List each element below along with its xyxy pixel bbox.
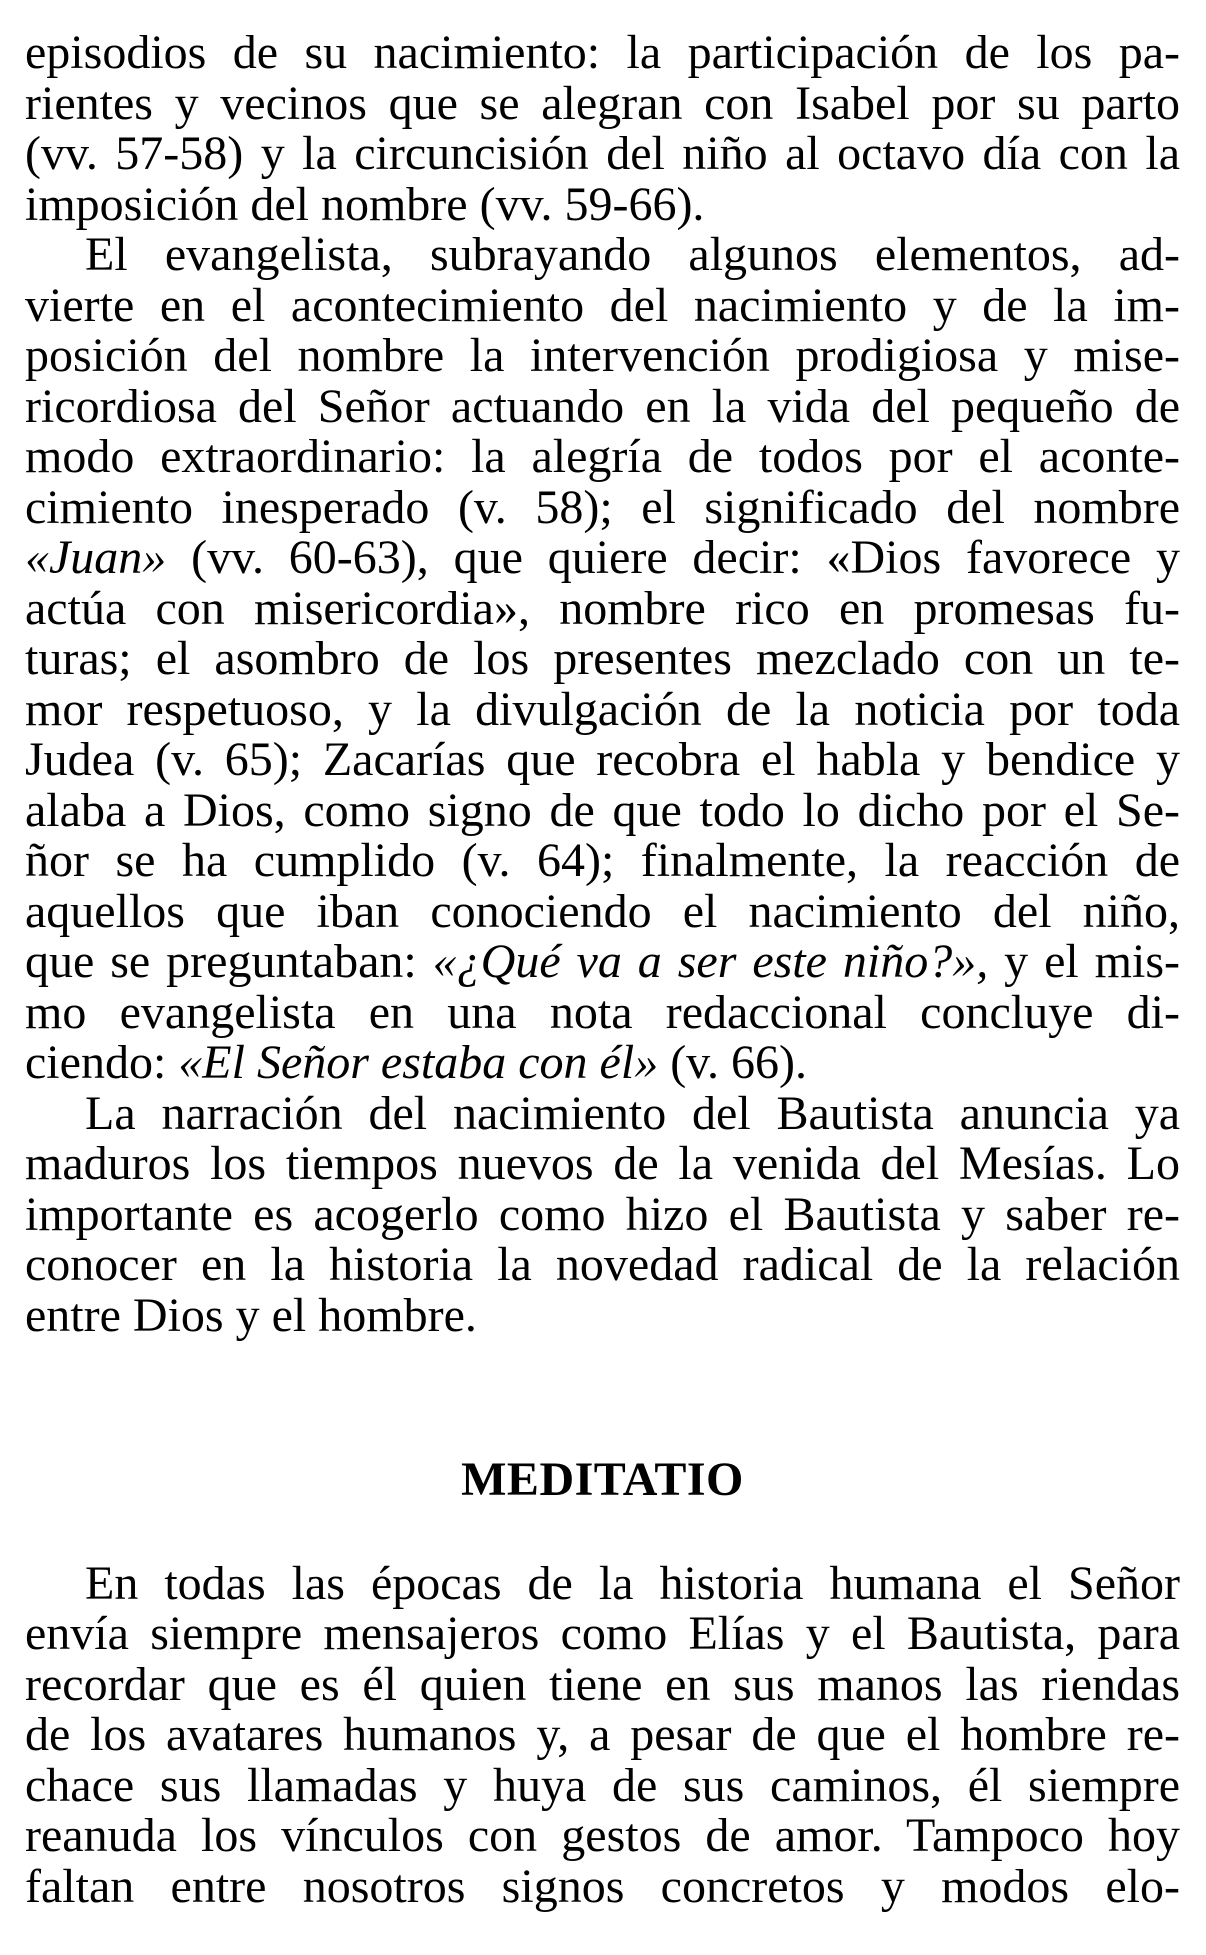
text-segment: maduros los tiempos nuevos de la venida del Mesías. Lo (25, 1137, 1180, 1190)
text-line (25, 432, 1180, 483)
text-line (25, 1811, 1180, 1862)
text-line (25, 28, 1180, 79)
text-segment: ciendo: (25, 1036, 179, 1089)
text-segment: turas; el asombro de los presentes mezclado con un te- (25, 632, 1180, 685)
text-line (25, 533, 1180, 584)
text-line (25, 129, 1180, 180)
text-segment: (v. 66). (658, 1036, 808, 1089)
text-line (25, 1240, 1180, 1291)
text-segment: modo extraordinario: la alegría de todos por el aconte- (25, 430, 1180, 483)
paragraph (25, 1556, 1180, 1913)
text-segment: que se preguntaban: (25, 935, 433, 988)
text-line (25, 1288, 1180, 1342)
text-line (25, 1657, 1180, 1711)
text-line (25, 836, 1180, 887)
text-segment: reanuda los vínculos con gestos de amor. Tampoco hoy (25, 1809, 1180, 1862)
text-segment: (vv. 60-63), que quiere decir: «Dios favorece y (166, 531, 1180, 584)
text-segment: actúa con misericordia», nombre rico en promesas fu- (25, 581, 1180, 635)
text-line (25, 331, 1180, 382)
text-segment: En todas las épocas de la historia humana el Señor (85, 1556, 1180, 1610)
text-segment: (vv. 57-58) y la circuncisión del niño al octavo día con la (25, 127, 1180, 180)
text-segment: chace sus llamadas y huya de sus caminos, él siempre (25, 1758, 1180, 1812)
text-line (25, 76, 1180, 130)
text-segment: importante es acogerlo como hizo el Bautista y saber re- (25, 1187, 1180, 1241)
text-line (25, 379, 1180, 433)
text-line (25, 278, 1180, 332)
text-line (25, 1758, 1180, 1812)
text-segment: mor respetuoso, y la divulgación de la noticia por toda (25, 682, 1180, 736)
text-segment: conocer en la historia la novedad radical de la relación (25, 1238, 1180, 1291)
italic-quote: «¿Qué va a ser este niño?», (432, 935, 989, 988)
paragraph (25, 1086, 1180, 1342)
text-segment: posición del nombre la intervención prodigiosa y mise- (25, 329, 1180, 382)
text-line (25, 1086, 1180, 1140)
text-segment: faltan entre nosotros signos concretos y modos elo- (25, 1859, 1180, 1913)
text-line (25, 1710, 1180, 1761)
text-segment: aquellos que iban conociendo el nacimiento del niño, (25, 884, 1180, 938)
text-line (25, 480, 1180, 534)
text-segment: y el mis- (988, 935, 1180, 988)
text-line (25, 230, 1180, 281)
text-segment: cimiento inesperado (v. 58); el significado del nombre (25, 480, 1180, 534)
text-line (25, 1609, 1180, 1660)
section-heading: MEDITATIO (461, 1453, 744, 1506)
text-segment: La narración del nacimiento del Bautista anuncia ya (85, 1086, 1180, 1140)
paragraph (25, 28, 1180, 230)
paragraph (25, 230, 1180, 1089)
text-line (25, 985, 1180, 1039)
italic-quote: «El Señor estaba con él» (178, 1036, 659, 1089)
text-segment: envía siempre mensajeros como Elías y el Bautista, para (25, 1607, 1180, 1660)
text-line (25, 1187, 1180, 1241)
text-segment: de los avatares humanos y, a pesar de que el hombre re- (25, 1708, 1180, 1761)
text-line (25, 937, 1180, 988)
text-line (25, 783, 1180, 837)
text-line (25, 884, 1180, 938)
text-line (25, 177, 1180, 231)
text-segment: ricordiosa del Señor actuando en la vida del pequeño de (25, 379, 1180, 433)
text-line (25, 682, 1180, 736)
text-segment: El evangelista, subrayando algunos elementos, ad- (85, 228, 1180, 281)
text-segment: ñor se ha cumplido (v. 64); finalmente, la reacción de (25, 834, 1180, 887)
text-line (25, 1859, 1180, 1913)
text-line (25, 634, 1180, 685)
text-line (25, 1139, 1180, 1190)
text-segment: episodios de su nacimiento: la participación de los pa- (25, 26, 1180, 79)
text-segment: vierte en el acontecimiento del nacimiento y de la im- (25, 278, 1180, 332)
text-segment: rientes y vecinos que se alegran con Isabel por su parto (25, 76, 1180, 130)
italic-quote: «Juan» (25, 531, 167, 584)
text-segment: mo evangelista en una nota redaccional concluye di- (25, 985, 1180, 1039)
text-segment: imposición del nombre (vv. 59-66). (25, 177, 705, 231)
text-segment: entre Dios y el hombre. (25, 1288, 477, 1342)
text-line (25, 1038, 1180, 1089)
text-segment: alaba a Dios, como signo de que todo lo dicho por el Se- (25, 783, 1180, 837)
text-line (25, 735, 1180, 786)
text-line (25, 581, 1180, 635)
text-segment: Judea (v. 65); Zacarías que recobra el habla y bendice y (25, 733, 1180, 786)
text-segment: recordar que es él quien tiene en sus manos las riendas (25, 1657, 1180, 1711)
text-line (25, 1556, 1180, 1610)
